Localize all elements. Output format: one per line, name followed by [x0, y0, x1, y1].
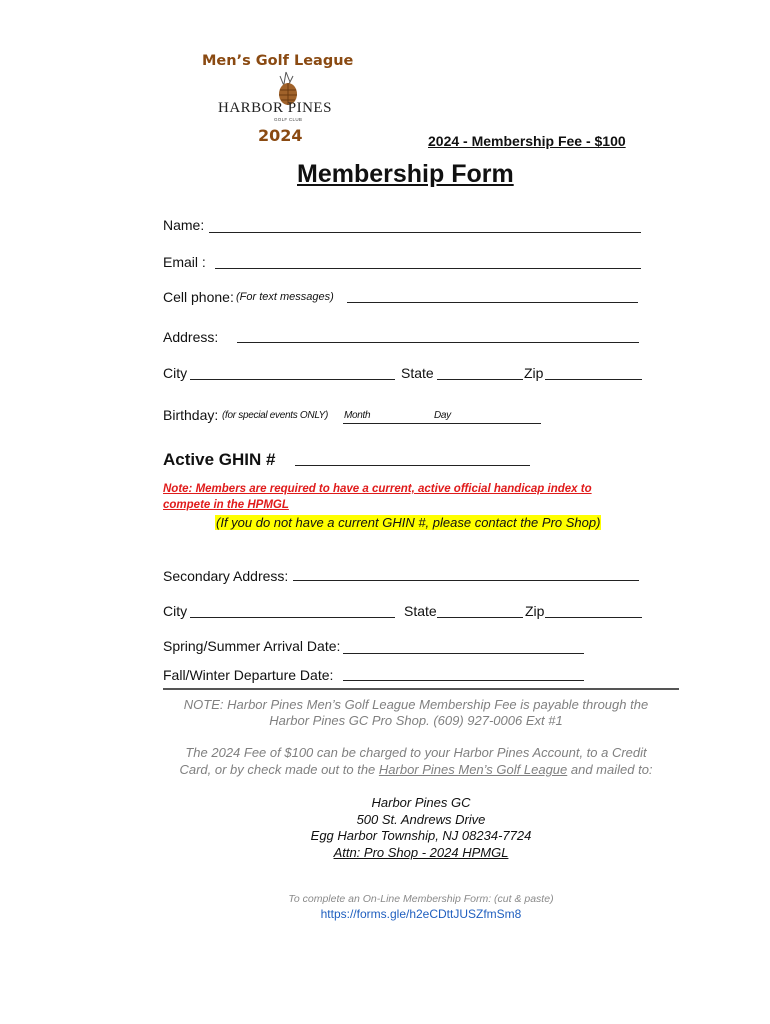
- name-field[interactable]: [209, 232, 641, 233]
- address-label: Address:: [163, 329, 219, 345]
- charge-note-post: and mailed to:: [567, 762, 653, 777]
- mail-address-line4: Attn: Pro Shop - 2024 HPMGL: [333, 845, 509, 860]
- city-field[interactable]: [190, 379, 395, 380]
- league-logo: [196, 50, 371, 150]
- charge-note-pre: Card, or by check made out to the: [179, 762, 379, 777]
- secondary-zip-label: Zip: [525, 603, 545, 619]
- charge-note-line2: [146, 762, 686, 777]
- fee-note-line2: Harbor Pines GC Pro Shop. (609) 927-0006 Ext #1: [269, 713, 563, 728]
- name-label: Name:: [163, 217, 205, 233]
- ghin-field[interactable]: [295, 465, 530, 466]
- fee-note-line1: NOTE: Harbor Pines Men’s Golf League Membership Fee is payable through the: [183, 697, 649, 712]
- state-label: State: [401, 365, 434, 381]
- departure-date-field[interactable]: [343, 680, 584, 681]
- city-label: City: [163, 365, 188, 381]
- logo-club-name: HARBOR PINES: [218, 100, 332, 116]
- ghin-label: Active GHIN #: [163, 450, 276, 469]
- secondary-state-field[interactable]: [437, 617, 523, 618]
- mail-address-line2: 500 St. Andrews Drive: [356, 812, 486, 827]
- birthday-month-label: Month: [344, 410, 371, 421]
- birthday-day-label: Day: [434, 410, 451, 421]
- handicap-note-line2: compete in the HPMGL: [163, 499, 289, 511]
- online-form-link[interactable]: https://forms.gle/h2eCDttJUSZfmSm8: [320, 907, 522, 921]
- secondary-city-field[interactable]: [190, 617, 395, 618]
- arrival-date-field[interactable]: [343, 653, 584, 654]
- birthday-label: Birthday:: [163, 407, 219, 423]
- birthday-note: (for special events ONLY): [222, 410, 329, 421]
- birthday-field[interactable]: [343, 423, 541, 424]
- email-field[interactable]: [215, 268, 641, 269]
- league-name-underlined: Harbor Pines Men’s Golf League: [378, 762, 568, 777]
- secondary-address-label: Secondary Address:: [163, 568, 289, 584]
- cell-label: Cell phone:: [163, 289, 234, 305]
- form-title: Membership Form: [297, 160, 514, 188]
- departure-date-label: Fall/Winter Departure Date:: [163, 667, 334, 683]
- address-field[interactable]: [237, 342, 639, 343]
- secondary-zip-field[interactable]: [545, 617, 642, 618]
- arrival-date-label: Spring/Summer Arrival Date:: [163, 638, 341, 654]
- logo-club-sub: GOLF CLUB: [274, 117, 303, 122]
- mail-address-line3: Egg Harbor Township, NJ 08234-7724: [310, 828, 532, 843]
- ghin-help-text: (If you do not have a current GHIN #, please contact the Pro Shop): [216, 515, 601, 530]
- cell-field[interactable]: [347, 302, 638, 303]
- secondary-state-label: State: [404, 603, 437, 619]
- secondary-city-label: City: [163, 603, 188, 619]
- zip-label: Zip: [524, 365, 544, 381]
- logo-title: Men’s Golf League: [202, 53, 354, 69]
- charge-note-line1: The 2024 Fee of $100 can be charged to your Harbor Pines Account, to a Credit: [185, 745, 647, 760]
- email-label: Email :: [163, 254, 206, 270]
- state-field[interactable]: [437, 379, 523, 380]
- section-divider: [163, 688, 679, 690]
- mail-address-line1: Harbor Pines GC: [371, 795, 471, 810]
- logo-year: 2024: [258, 126, 303, 145]
- cell-note: (For text messages): [236, 291, 334, 303]
- handicap-note-line1: Note: Members are required to have a current, active official handicap index to: [163, 483, 592, 495]
- fee-header: 2024 - Membership Fee - $100: [428, 133, 626, 149]
- online-form-note: To complete an On-Line Membership Form: (cut & paste): [288, 893, 554, 905]
- zip-field[interactable]: [545, 379, 642, 380]
- secondary-address-field[interactable]: [293, 580, 639, 581]
